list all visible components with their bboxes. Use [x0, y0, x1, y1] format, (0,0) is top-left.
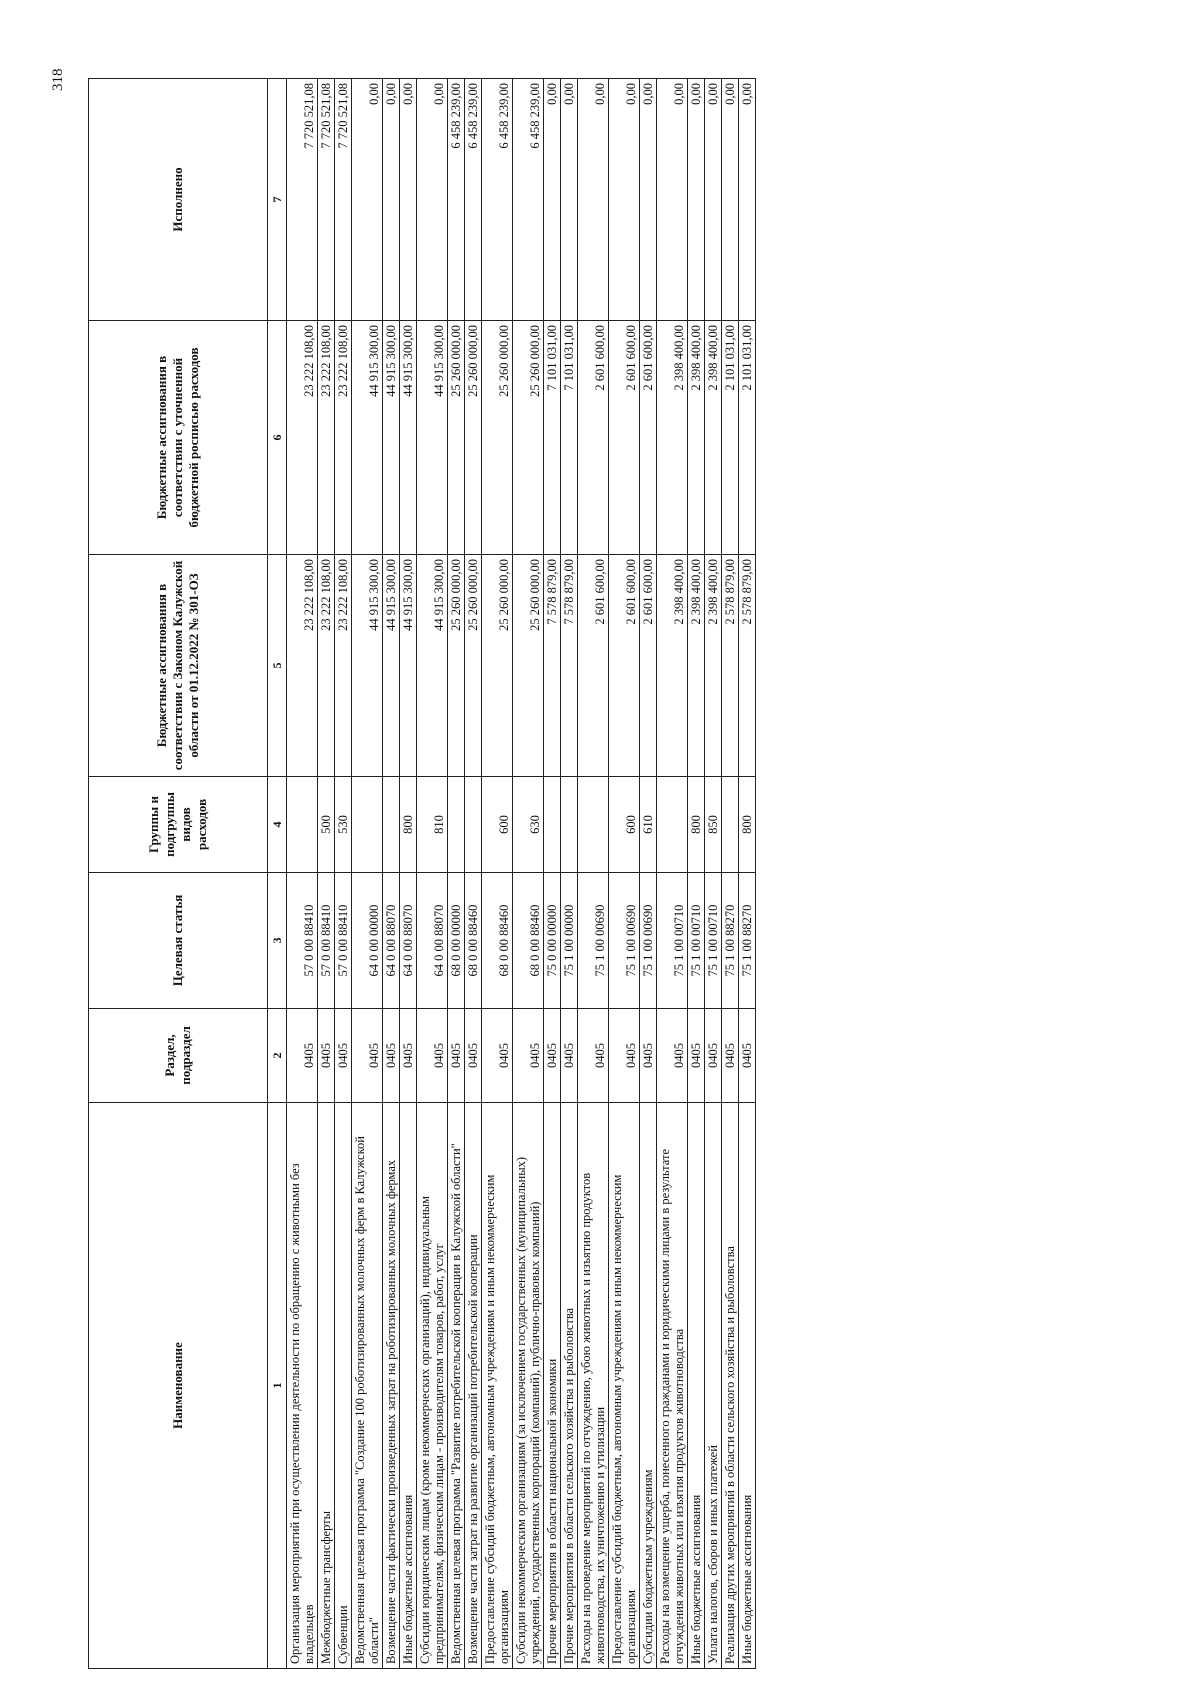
row-name: Возмещение части фактически произведенных затрат на роботизированных молочных фермах — [383, 1103, 400, 1669]
col-number: 3 — [268, 873, 287, 1009]
row-expense-group: 800 — [400, 777, 417, 873]
table-row — [722, 79, 739, 1669]
row-target-article: 68 0 00 88460 — [482, 873, 513, 1009]
col-number: 6 — [268, 321, 287, 555]
table-row — [609, 79, 640, 1669]
row-expense-group: 850 — [705, 777, 722, 873]
row-law-amount: 44 915 300,00 — [383, 555, 400, 777]
row-target-article: 68 0 00 88460 — [465, 873, 482, 1009]
row-law-amount: 44 915 300,00 — [400, 555, 417, 777]
row-plan-amount: 23 222 108,00 — [335, 321, 352, 555]
row-section: 0405 — [318, 1009, 335, 1103]
row-name: Организация мероприятий при осуществлении деятельности по обращению с животными без владельцев — [287, 1103, 318, 1669]
col-number: 4 — [268, 777, 287, 873]
row-section: 0405 — [640, 1009, 657, 1103]
row-plan-amount: 2 601 600,00 — [578, 321, 609, 555]
row-law-amount: 2 398 400,00 — [657, 555, 688, 777]
row-plan-amount: 44 915 300,00 — [383, 321, 400, 555]
table-row — [400, 79, 417, 1669]
row-expense-group: 500 — [318, 777, 335, 873]
row-executed-amount: 0,00 — [657, 79, 688, 321]
row-section: 0405 — [544, 1009, 561, 1103]
row-executed-amount: 0,00 — [417, 79, 448, 321]
row-name: Возмещение части затрат на развитие организаций потребительской кооперации — [465, 1103, 482, 1669]
row-target-article: 75 1 00 00690 — [609, 873, 640, 1009]
row-law-amount: 2 601 600,00 — [640, 555, 657, 777]
col-header-name: Наименование — [89, 1103, 268, 1669]
row-plan-amount: 7 101 031,00 — [561, 321, 578, 555]
row-plan-amount: 2 398 400,00 — [688, 321, 705, 555]
row-section: 0405 — [400, 1009, 417, 1103]
row-section: 0405 — [448, 1009, 465, 1103]
row-target-article: 64 0 00 88070 — [383, 873, 400, 1009]
row-section: 0405 — [722, 1009, 739, 1103]
row-section: 0405 — [335, 1009, 352, 1103]
row-executed-amount: 7 720 521,08 — [318, 79, 335, 321]
row-target-article: 64 0 00 00000 — [352, 873, 383, 1009]
col-header-law: Бюджетные ассигнования в соответствии с Законом Калужской области от 01.12.2022 № 301-ОЗ — [89, 555, 268, 777]
row-expense-group — [383, 777, 400, 873]
row-law-amount: 25 260 000,00 — [482, 555, 513, 777]
row-target-article: 75 1 00 00690 — [640, 873, 657, 1009]
row-expense-group — [448, 777, 465, 873]
row-expense-group: 810 — [417, 777, 448, 873]
row-target-article: 75 1 00 00000 — [561, 873, 578, 1009]
row-target-article: 75 1 00 00710 — [657, 873, 688, 1009]
row-law-amount: 25 260 000,00 — [465, 555, 482, 777]
row-section: 0405 — [739, 1009, 756, 1103]
table-row — [318, 79, 335, 1669]
row-law-amount: 7 578 879,00 — [561, 555, 578, 777]
row-law-amount: 25 260 000,00 — [448, 555, 465, 777]
row-section: 0405 — [482, 1009, 513, 1103]
row-name: Ведомственная целевая программа "Развитие потребительской кооперации в Калужской области" — [448, 1103, 465, 1669]
row-law-amount: 7 578 879,00 — [544, 555, 561, 777]
row-executed-amount: 0,00 — [609, 79, 640, 321]
col-number: 5 — [268, 555, 287, 777]
row-section: 0405 — [352, 1009, 383, 1103]
row-executed-amount: 0,00 — [722, 79, 739, 321]
row-target-article: 75 1 00 00690 — [578, 873, 609, 1009]
page-number: 318 — [50, 68, 66, 91]
row-executed-amount: 0,00 — [383, 79, 400, 321]
row-name: Межбюджетные трансферты — [318, 1103, 335, 1669]
row-name: Уплата налогов, сборов и иных платежей — [705, 1103, 722, 1669]
col-header-group: Группы и подгруппы видов расходов — [89, 777, 268, 873]
row-name: Прочие мероприятия в области национальной экономики — [544, 1103, 561, 1669]
row-name: Предоставление субсидий бюджетным, автономным учреждениям и иным некоммерческим организациям — [482, 1103, 513, 1669]
row-executed-amount: 0,00 — [352, 79, 383, 321]
table-row — [561, 79, 578, 1669]
table-row — [417, 79, 448, 1669]
row-expense-group — [722, 777, 739, 873]
row-plan-amount: 25 260 000,00 — [513, 321, 544, 555]
table-row — [352, 79, 383, 1669]
row-law-amount: 2 601 600,00 — [609, 555, 640, 777]
row-executed-amount: 7 720 521,08 — [287, 79, 318, 321]
row-section: 0405 — [513, 1009, 544, 1103]
row-expense-group — [287, 777, 318, 873]
row-section: 0405 — [465, 1009, 482, 1103]
row-law-amount: 2 578 879,00 — [722, 555, 739, 777]
table-row — [544, 79, 561, 1669]
col-header-section: Раздел, подраздел — [89, 1009, 268, 1103]
header-row — [89, 79, 268, 1669]
table-row — [383, 79, 400, 1669]
row-plan-amount: 25 260 000,00 — [448, 321, 465, 555]
row-expense-group — [352, 777, 383, 873]
col-header-plan: Бюджетные ассигнования в соответствии с уточненной бюджетной росписью расходов — [89, 321, 268, 555]
table-row — [657, 79, 688, 1669]
row-section: 0405 — [561, 1009, 578, 1103]
table-row — [705, 79, 722, 1669]
col-number: 7 — [268, 79, 287, 321]
row-executed-amount: 0,00 — [688, 79, 705, 321]
row-executed-amount: 0,00 — [705, 79, 722, 321]
row-plan-amount: 44 915 300,00 — [352, 321, 383, 555]
table-row — [688, 79, 705, 1669]
row-executed-amount: 0,00 — [561, 79, 578, 321]
row-section: 0405 — [287, 1009, 318, 1103]
row-name: Субсидии бюджетным учреждениям — [640, 1103, 657, 1669]
col-header-done: Исполнено — [89, 79, 268, 321]
row-expense-group — [578, 777, 609, 873]
row-target-article: 68 0 00 00000 — [448, 873, 465, 1009]
table-row — [739, 79, 756, 1669]
row-name: Прочие мероприятия в области сельского хозяйства и рыболовства — [561, 1103, 578, 1669]
row-section: 0405 — [609, 1009, 640, 1103]
row-law-amount: 2 398 400,00 — [705, 555, 722, 777]
table-row — [482, 79, 513, 1669]
row-target-article: 64 0 00 88070 — [417, 873, 448, 1009]
row-section: 0405 — [578, 1009, 609, 1103]
row-name: Иные бюджетные ассигнования — [400, 1103, 417, 1669]
table-row — [287, 79, 318, 1669]
row-executed-amount: 6 458 239,00 — [465, 79, 482, 321]
table-row — [513, 79, 544, 1669]
row-expense-group — [561, 777, 578, 873]
row-target-article: 75 1 00 88270 — [722, 873, 739, 1009]
row-expense-group: 800 — [739, 777, 756, 873]
row-name: Иные бюджетные ассигнования — [739, 1103, 756, 1669]
row-expense-group: 610 — [640, 777, 657, 873]
row-name: Расходы на проведение мероприятий по отчуждению, убою животных и изъятию продуктов животноводства, их уничтожению и утилизации — [578, 1103, 609, 1669]
row-plan-amount: 23 222 108,00 — [287, 321, 318, 555]
row-executed-amount: 7 720 521,08 — [335, 79, 352, 321]
row-plan-amount: 2 101 031,00 — [739, 321, 756, 555]
row-name: Реализация других мероприятий в области сельского хозяйства и рыболовства — [722, 1103, 739, 1669]
row-plan-amount: 25 260 000,00 — [482, 321, 513, 555]
col-number: 2 — [268, 1009, 287, 1103]
row-plan-amount: 2 601 600,00 — [609, 321, 640, 555]
row-expense-group: 600 — [609, 777, 640, 873]
row-section: 0405 — [383, 1009, 400, 1103]
row-executed-amount: 6 458 239,00 — [448, 79, 465, 321]
row-law-amount: 44 915 300,00 — [352, 555, 383, 777]
row-expense-group: 530 — [335, 777, 352, 873]
row-target-article: 57 0 00 88410 — [318, 873, 335, 1009]
row-target-article: 75 0 00 00000 — [544, 873, 561, 1009]
row-law-amount: 23 222 108,00 — [318, 555, 335, 777]
row-name: Субвенции — [335, 1103, 352, 1669]
row-section: 0405 — [657, 1009, 688, 1103]
row-target-article: 75 1 00 88270 — [739, 873, 756, 1009]
row-target-article: 68 0 00 88460 — [513, 873, 544, 1009]
budget-table — [88, 78, 756, 1669]
row-plan-amount: 2 398 400,00 — [705, 321, 722, 555]
row-executed-amount: 6 458 239,00 — [513, 79, 544, 321]
row-expense-group: 800 — [688, 777, 705, 873]
row-plan-amount: 44 915 300,00 — [417, 321, 448, 555]
table-row — [578, 79, 609, 1669]
row-plan-amount: 2 101 031,00 — [722, 321, 739, 555]
row-executed-amount: 0,00 — [578, 79, 609, 321]
row-target-article: 75 1 00 00710 — [705, 873, 722, 1009]
row-name: Субсидии некоммерческим организациям (за исключением государственных (муниципальных) учреждений, государственных корпораций (компаний), публично-правовых компаний) — [513, 1103, 544, 1669]
row-executed-amount: 6 458 239,00 — [482, 79, 513, 321]
row-target-article: 57 0 00 88410 — [287, 873, 318, 1009]
row-expense-group — [465, 777, 482, 873]
row-section: 0405 — [417, 1009, 448, 1103]
row-expense-group — [544, 777, 561, 873]
row-law-amount: 2 601 600,00 — [578, 555, 609, 777]
row-plan-amount: 7 101 031,00 — [544, 321, 561, 555]
row-law-amount: 2 578 879,00 — [739, 555, 756, 777]
row-target-article: 75 1 00 00710 — [688, 873, 705, 1009]
row-name: Предоставление субсидий бюджетным, автономным учреждениям и иным некоммерческим организациям — [609, 1103, 640, 1669]
row-law-amount: 44 915 300,00 — [417, 555, 448, 777]
row-target-article: 64 0 00 88070 — [400, 873, 417, 1009]
row-executed-amount: 0,00 — [400, 79, 417, 321]
row-plan-amount: 2 601 600,00 — [640, 321, 657, 555]
row-name: Расходы на возмещение ущерба, понесенного гражданами и юридическими лицами в результате отчуждения животных или изъятия продуктов животноводства — [657, 1103, 688, 1669]
col-header-target: Целевая статья — [89, 873, 268, 1009]
row-expense-group: 630 — [513, 777, 544, 873]
row-expense-group: 600 — [482, 777, 513, 873]
row-executed-amount: 0,00 — [544, 79, 561, 321]
row-law-amount: 2 398 400,00 — [688, 555, 705, 777]
row-plan-amount: 44 915 300,00 — [400, 321, 417, 555]
table-row — [640, 79, 657, 1669]
table-row — [335, 79, 352, 1669]
table-row — [465, 79, 482, 1669]
row-name: Иные бюджетные ассигнования — [688, 1103, 705, 1669]
row-expense-group — [657, 777, 688, 873]
row-law-amount: 25 260 000,00 — [513, 555, 544, 777]
row-plan-amount: 23 222 108,00 — [318, 321, 335, 555]
row-name: Ведомственная целевая программа "Создание 100 роботизированных молочных ферм в Калужской области" — [352, 1103, 383, 1669]
row-executed-amount: 0,00 — [640, 79, 657, 321]
row-plan-amount: 2 398 400,00 — [657, 321, 688, 555]
row-law-amount: 23 222 108,00 — [335, 555, 352, 777]
row-name: Субсидии юридическим лицам (кроме некоммерческих организаций), индивидуальным предпринимателям, физическим лицам - производителям товаров, работ, услуг — [417, 1103, 448, 1669]
row-law-amount: 23 222 108,00 — [287, 555, 318, 777]
row-target-article: 57 0 00 88410 — [335, 873, 352, 1009]
column-number-row — [268, 79, 287, 1669]
table-body — [287, 79, 756, 1669]
row-plan-amount: 25 260 000,00 — [465, 321, 482, 555]
row-executed-amount: 0,00 — [739, 79, 756, 321]
row-section: 0405 — [688, 1009, 705, 1103]
row-section: 0405 — [705, 1009, 722, 1103]
col-number: 1 — [268, 1103, 287, 1669]
table-row — [448, 79, 465, 1669]
